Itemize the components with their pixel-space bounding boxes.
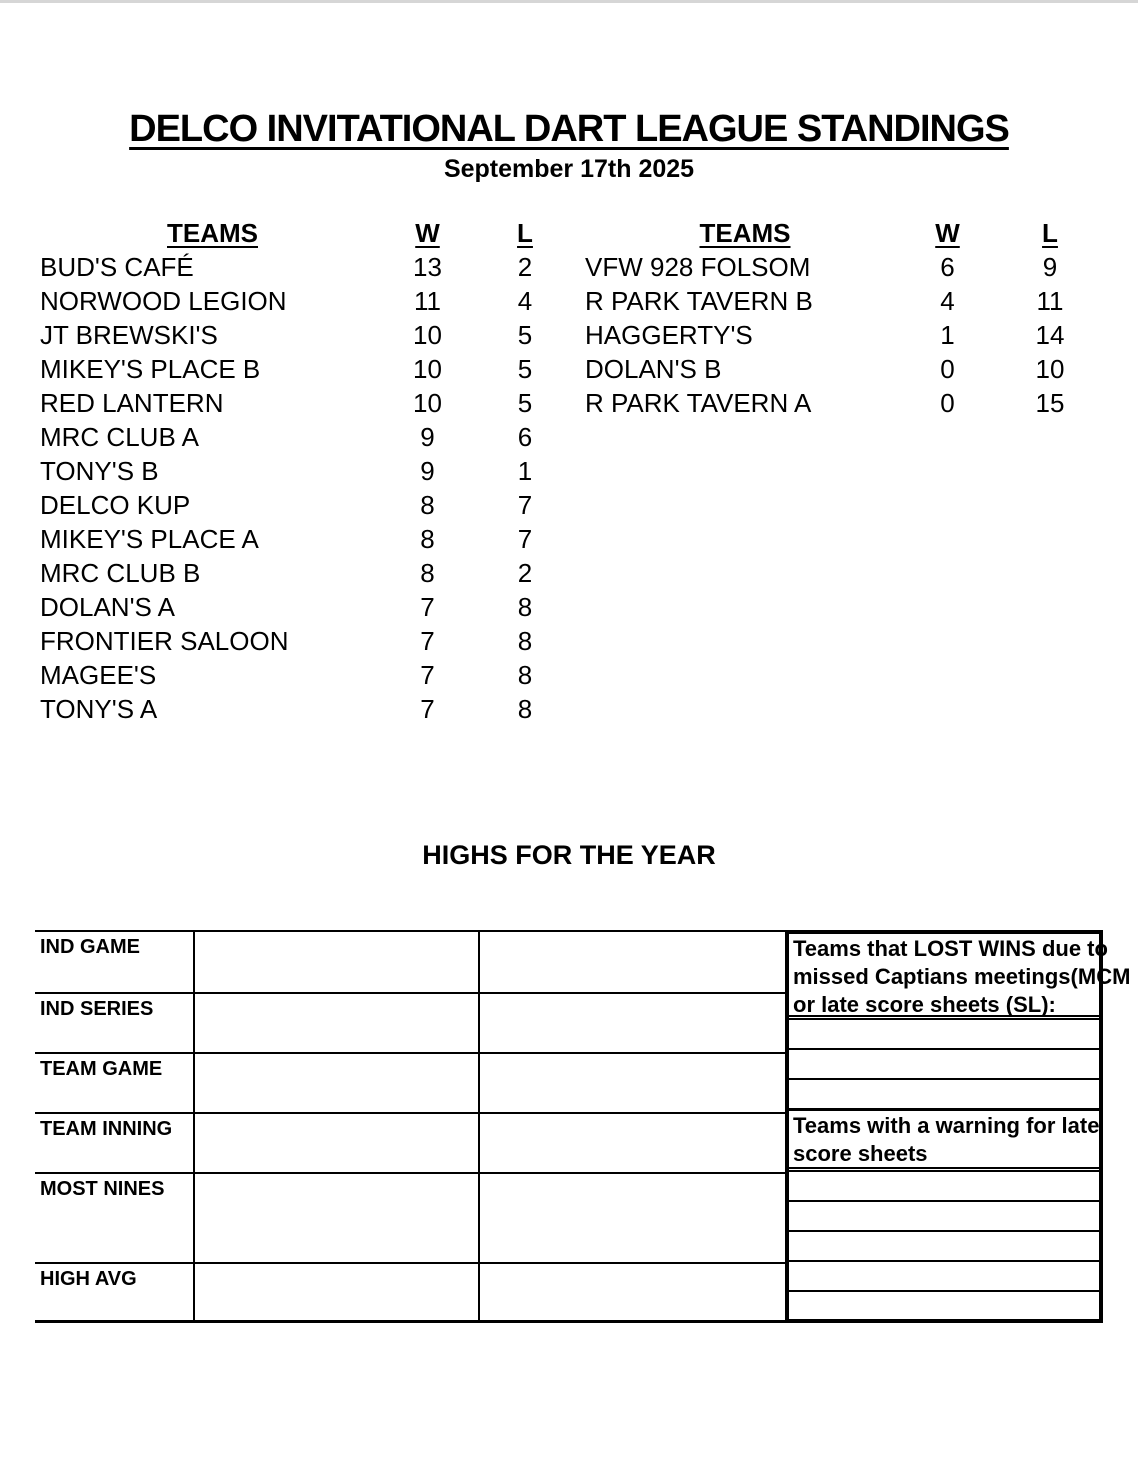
wins-cell: 13 [413, 252, 442, 282]
highs-value-cell [480, 1112, 785, 1172]
highs-row-label: IND GAME [35, 930, 195, 992]
losses-cell: 8 [517, 592, 533, 622]
wins-cell: 10 [413, 320, 442, 350]
highs-row-label: TEAM GAME [35, 1052, 195, 1112]
teams-column-header [40, 216, 385, 250]
penalty-empty-row [789, 1260, 1099, 1290]
highs-row-label: TEAM INNING [35, 1112, 195, 1172]
warning-note [789, 1108, 1099, 1172]
highs-value-cell [480, 992, 785, 1052]
page-top-edge [0, 0, 1138, 3]
wins-cell: 10 [413, 388, 442, 418]
penalty-empty-row [789, 1020, 1099, 1048]
wins-cell: 0 [940, 388, 955, 418]
team-name-cell: MRC CLUB B [40, 558, 201, 588]
team-name-cell: DELCO KUP [40, 490, 191, 520]
warning-note-line: score sheets [793, 1141, 928, 1166]
highs-row-label: HIGH AVG [35, 1262, 195, 1323]
losses-cell: 4 [517, 286, 533, 316]
losses-header-text: L [1042, 218, 1058, 248]
penalty-box [785, 930, 1131, 1323]
team-name-cell: DOLAN'S B [585, 354, 722, 384]
wins-cell: 8 [420, 490, 435, 520]
teams-header-text: TEAMS [167, 218, 258, 248]
wins-column-header [905, 216, 990, 250]
losses-cell: 15 [1035, 388, 1065, 418]
losses-cell: 6 [517, 422, 533, 452]
team-name-cell: R PARK TAVERN B [585, 286, 813, 316]
penalty-empty-row [789, 1078, 1099, 1108]
losses-cell: 8 [517, 660, 533, 690]
teams-column-header [585, 216, 905, 250]
losses-cell: 9 [1042, 252, 1058, 282]
highs-value-cell [195, 1262, 480, 1323]
standings-table-left [40, 216, 580, 726]
wins-cell: 6 [940, 252, 955, 282]
wins-cell: 7 [420, 694, 435, 724]
wins-cell: 7 [420, 626, 435, 656]
penalty-empty-row [789, 1230, 1099, 1260]
losses-cell: 7 [517, 524, 533, 554]
wins-cell: 1 [940, 320, 955, 350]
lost-wins-note [789, 934, 1131, 1020]
highs-value-cell [195, 1052, 480, 1112]
highs-row-label: IND SERIES [35, 992, 195, 1052]
losses-cell: 5 [517, 320, 533, 350]
team-name-cell: TONY'S A [40, 694, 158, 724]
losses-cell: 7 [517, 490, 533, 520]
losses-cell: 5 [517, 388, 533, 418]
standings-table-right [585, 216, 1110, 420]
team-name-cell: MRC CLUB A [40, 422, 199, 452]
losses-cell: 2 [517, 252, 533, 282]
losses-cell: 11 [1036, 286, 1064, 316]
losses-cell: 8 [517, 694, 533, 724]
losses-cell: 14 [1035, 320, 1065, 350]
lost-wins-note-line: Teams that LOST WINS due to [793, 936, 1108, 961]
losses-cell: 8 [517, 626, 533, 656]
wins-cell: 9 [420, 422, 435, 452]
team-name-cell: DOLAN'S A [40, 592, 176, 622]
team-name-cell: TONY'S B [40, 456, 159, 486]
wins-cell: 9 [420, 456, 435, 486]
highs-value-cell [195, 1112, 480, 1172]
wins-cell: 11 [414, 286, 441, 316]
wins-cell: 10 [413, 354, 442, 384]
penalty-empty-row [789, 1290, 1099, 1319]
highs-heading: HIGHS FOR THE YEAR [422, 840, 716, 870]
highs-value-cell [195, 930, 480, 992]
team-name-cell: BUD'S CAFÉ [40, 252, 194, 282]
penalty-empty-row [789, 1048, 1099, 1078]
losses-column-header [470, 216, 580, 250]
highs-value-cell [195, 1172, 480, 1262]
lost-wins-note-line: or late score sheets (SL): [793, 992, 1056, 1017]
highs-value-cell [480, 1052, 785, 1112]
team-name-cell: FRONTIER SALOON [40, 626, 289, 656]
losses-cell: 1 [517, 456, 533, 486]
team-name-cell: JT BREWSKI'S [40, 320, 218, 350]
highs-row-label: MOST NINES [35, 1172, 195, 1262]
team-name-cell: MIKEY'S PLACE B [40, 354, 261, 384]
losses-cell: 2 [517, 558, 533, 588]
wins-cell: 7 [420, 592, 435, 622]
highs-value-cell [480, 1262, 785, 1323]
warning-note-line: Teams with a warning for late [793, 1113, 1100, 1138]
team-name-cell: R PARK TAVERN A [585, 388, 812, 418]
penalty-empty-row [789, 1172, 1099, 1200]
losses-header-text: L [517, 218, 533, 248]
wins-header-text: W [935, 218, 960, 248]
league-title-text: DELCO INVITATIONAL DART LEAGUE STANDINGS [129, 108, 1009, 150]
team-name-cell: MAGEE'S [40, 660, 157, 690]
league-title [0, 108, 1138, 151]
highs-value-cell [480, 1172, 785, 1262]
lost-wins-note-line: missed Captians meetings(MCM [793, 964, 1131, 989]
losses-column-header [990, 216, 1110, 250]
highs-table [35, 930, 785, 1323]
wins-column-header [385, 216, 470, 250]
highs-value-cell [195, 992, 480, 1052]
team-name-cell: VFW 928 FOLSOM [585, 252, 811, 282]
wins-cell: 7 [420, 660, 435, 690]
wins-header-text: W [415, 218, 440, 248]
wins-cell: 8 [420, 524, 435, 554]
teams-header-text: TEAMS [699, 218, 791, 248]
team-name-cell: RED LANTERN [40, 388, 224, 418]
highs-value-cell [480, 930, 785, 992]
penalty-empty-row [789, 1200, 1099, 1230]
wins-cell: 0 [940, 354, 955, 384]
losses-cell: 10 [1035, 354, 1065, 384]
wins-cell: 8 [420, 558, 435, 588]
team-name-cell: NORWOOD LEGION [40, 286, 287, 316]
team-name-cell: HAGGERTY'S [585, 320, 753, 350]
wins-cell: 4 [940, 286, 955, 316]
standings-date: September 17th 2025 [443, 155, 695, 183]
team-name-cell: MIKEY'S PLACE A [40, 524, 259, 554]
losses-cell: 5 [517, 354, 533, 384]
